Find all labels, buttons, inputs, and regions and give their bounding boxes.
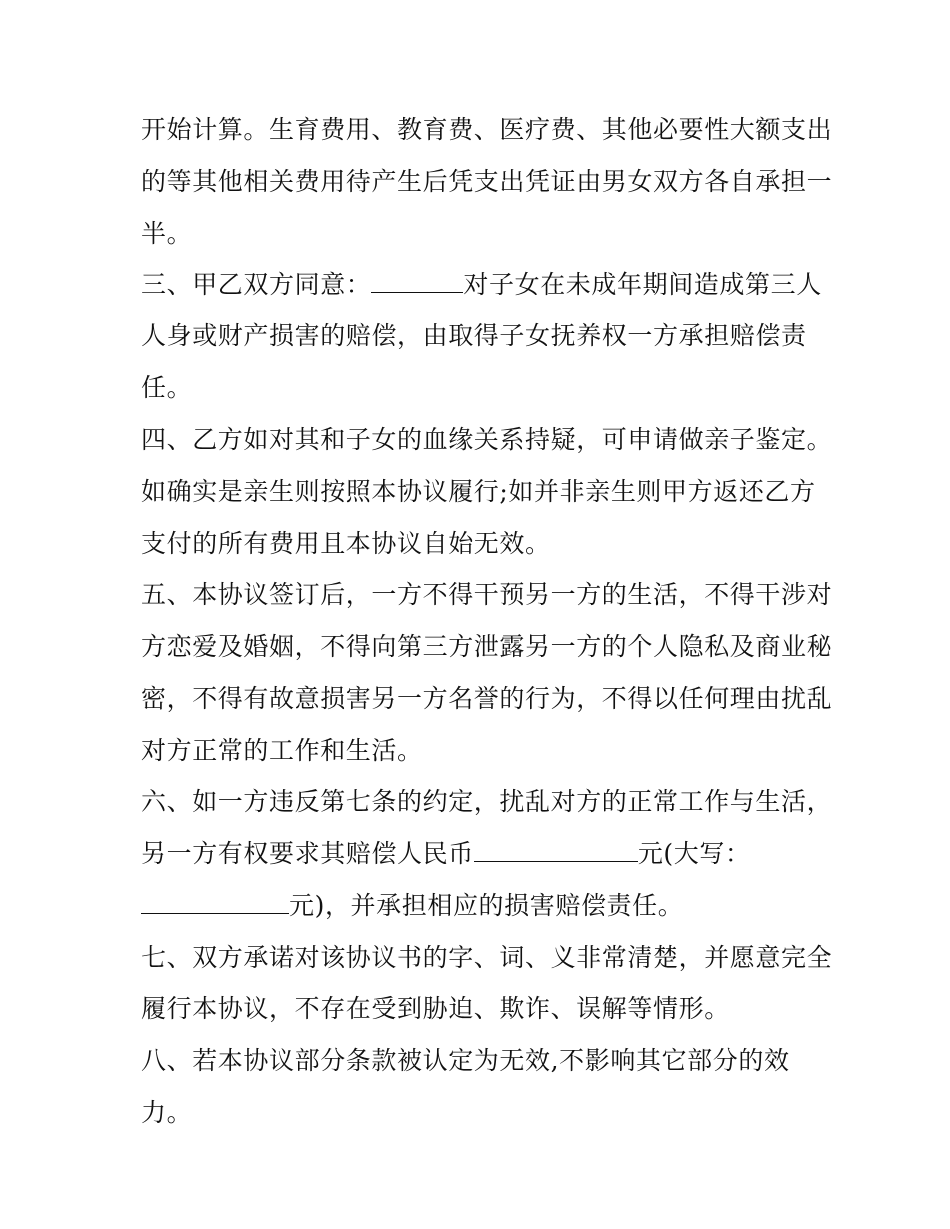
text-line: 如确实是亲生则按照本协议履行;如并非亲生则甲方返还乙方: [141, 477, 816, 506]
text-segment: 三、甲乙双方同意：: [141, 270, 372, 299]
text-line-with-blank: [141, 270, 822, 300]
text-line: 力。: [141, 1098, 193, 1127]
text-line: 履行本协议，不存在受到胁迫、欺诈、误解等情形。: [141, 994, 730, 1023]
text-line: 四、乙方如对其和子女的血缘关系持疑，可申请做亲子鉴定。: [141, 425, 833, 454]
text-line: 人身或财产损害的赔偿，由取得子女抚养权一方承担赔偿责: [141, 321, 807, 350]
text-line: 的等其他相关费用待产生后凭支出凭证由男女双方各自承担一: [141, 167, 833, 196]
text-line: 半。: [141, 219, 193, 248]
text-line: 任。: [141, 373, 193, 402]
text-line: 开始计算。生育费用、教育费、医疗费、其他必要性大额支出: [141, 115, 833, 144]
text-line: 对方正常的工作和生活。: [141, 736, 423, 765]
text-line: 六、如一方违反第七条的约定，扰乱对方的正常工作与生活，: [141, 787, 833, 816]
text-segment: 元(大写：: [637, 839, 751, 868]
text-line: 密，不得有故意损害另一方名誉的行为，不得以任何理由扰乱: [141, 684, 833, 713]
text-line: 八、若本协议部分条款被认定为无效,不影响其它部分的效: [141, 1046, 790, 1075]
amount-in-words-blank[interactable]: [141, 891, 289, 914]
amount-blank[interactable]: [474, 839, 638, 862]
text-line: 五、本协议签订后，一方不得干预另一方的生活，不得干涉对: [141, 580, 833, 609]
text-line: 方恋爱及婚姻，不得向第三方泄露另一方的个人隐私及商业秘: [141, 632, 833, 661]
text-segment: 对子女在未成年期间造成第三人: [463, 270, 822, 299]
text-line: 支付的所有费用且本协议自始无效。: [141, 529, 551, 558]
text-line: 七、双方承诺对该协议书的字、词、义非常清楚，并愿意完全: [141, 943, 833, 972]
text-line-with-blank: [141, 839, 751, 869]
text-segment: 元)，并承担相应的损害赔偿责任。: [289, 891, 684, 920]
text-line-with-blank: [141, 891, 683, 921]
fill-in-blank[interactable]: [371, 270, 463, 293]
text-segment: 另一方有权要求其赔偿人民币: [141, 839, 474, 868]
